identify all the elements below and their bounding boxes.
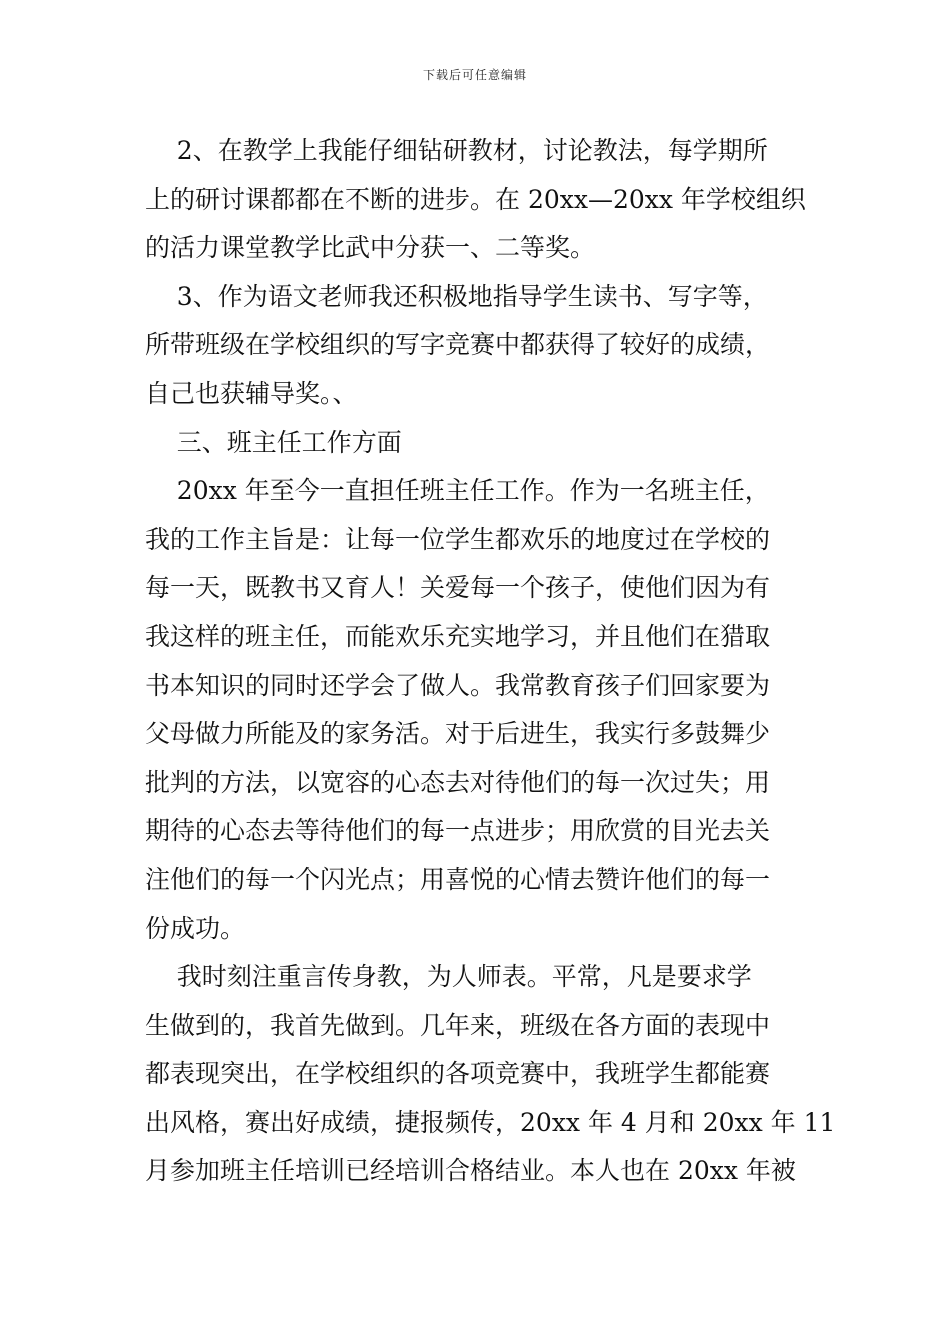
text-line: 20xx 年至今一直担任班主任工作。作为一名班主任， xyxy=(145,476,770,506)
text-line: 父母做力所能及的家务活。对于后进生，我实行多鼓舞少 xyxy=(145,719,771,749)
text-line: 我的工作主旨是：让每一位学生都欢乐的地度过在学校的 xyxy=(145,524,771,554)
text-line: 的活力课堂教学比武中分获一、二等奖。 xyxy=(145,233,596,263)
text-line: 注他们的每一个闪光点；用喜悦的心情去赞许他们的每一 xyxy=(145,864,771,894)
text-line: 份成功。 xyxy=(145,913,246,943)
text-line: 每一天，既教书又育人！关爱每一个孩子，使他们因为有 xyxy=(145,573,771,603)
body-text xyxy=(145,127,836,1196)
text-line: 生做到的，我首先做到。几年来，班级在各方面的表现中 xyxy=(145,1010,771,1040)
text-line: 3、作为语文老师我还积极地指导学生读书、写字等， xyxy=(145,281,768,311)
text-line: 2、在教学上我能仔细钻研教材，讨论教法，每学期所 xyxy=(145,136,768,165)
text-line: 月参加班主任培训已经培训合格结业。本人也在 20xx 年被 xyxy=(145,1156,796,1186)
text-line: 书本知识的同时还学会了做人。我常教育孩子们回家要为 xyxy=(145,670,771,700)
text-line: 所带班级在学校组织的写字竞赛中都获得了较好的成绩， xyxy=(145,330,771,360)
section-heading: 三、班主任工作方面 xyxy=(145,427,402,457)
text-line: 我时刻注重言传身教，为人师表。平常，凡是要求学 xyxy=(145,962,752,992)
text-line: 期待的心态去等待他们的每一点进步；用欣赏的目光去关 xyxy=(145,816,771,846)
page-header: 下载后可任意编辑 xyxy=(422,68,527,82)
text-line: 出风格，赛出好成绩，捷报频传，20xx 年 4 月和 20xx 年 11 xyxy=(145,1107,836,1137)
text-line: 上的研讨课都都在不断的进步。在 20xx—20xx 年学校组织 xyxy=(145,184,806,214)
text-line: 自己也获辅导奖。、 xyxy=(145,378,358,408)
text-line: 批判的方法，以宽容的心态去对待他们的每一次过失；用 xyxy=(145,767,771,797)
text-line: 都表现突出，在学校组织的各项竞赛中，我班学生都能赛 xyxy=(145,1059,771,1089)
text-line: 我这样的班主任，而能欢乐充实地学习，并且他们在猎取 xyxy=(145,621,771,651)
